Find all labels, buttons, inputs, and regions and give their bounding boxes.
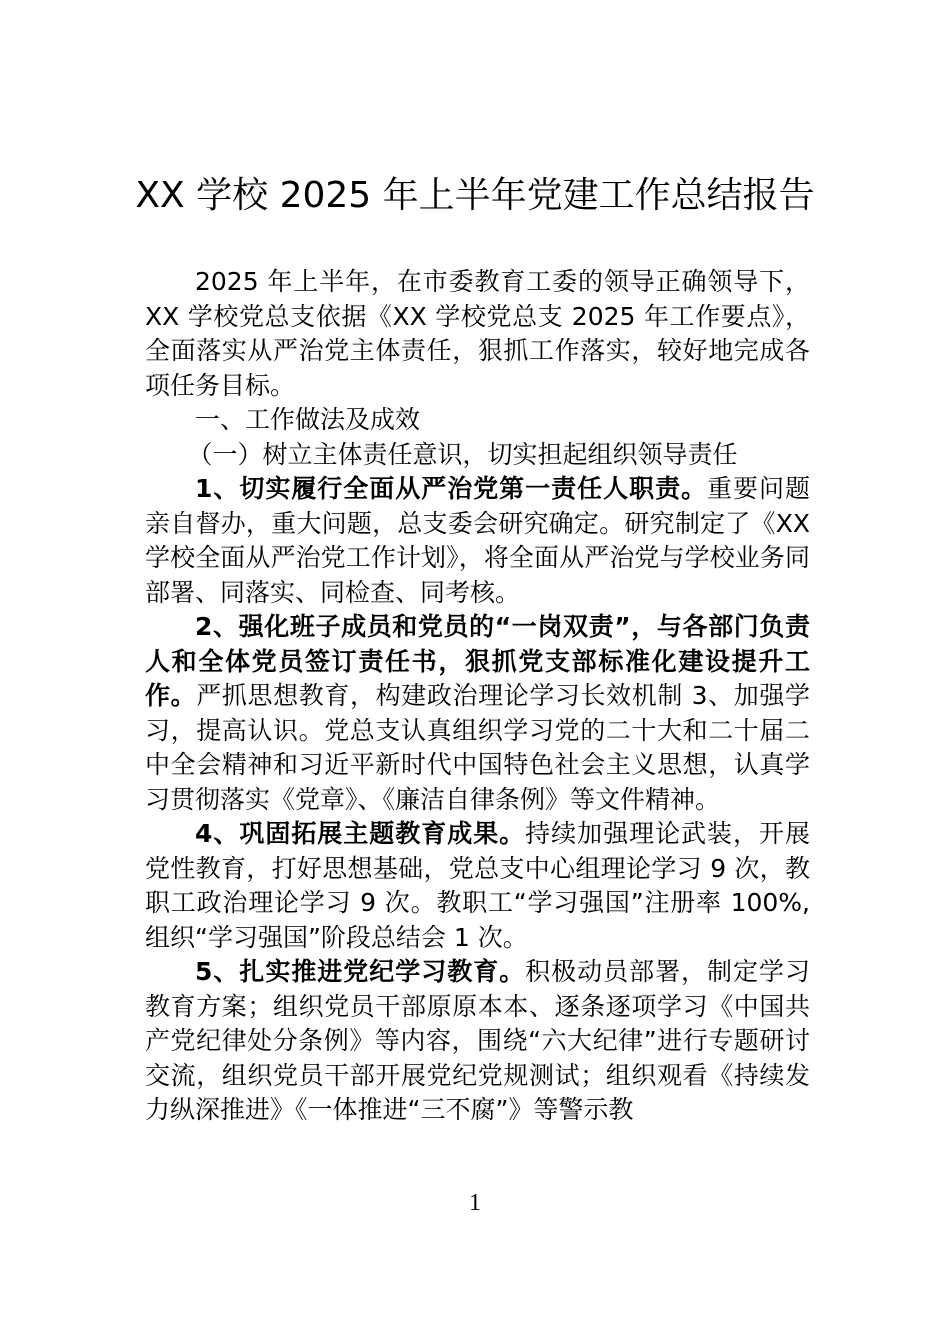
item-2-text: 严抓思想教育，构建政治理论学习长效机制 3、加强学习，提高认识。党总支认真组织学习党的二十大和二十届二中全会精神和习近平新时代中国特色社会主义思想，认真学习贯彻落实《党章》、《廉洁自律条例》等文件精神。 bbox=[145, 681, 810, 814]
item-1-text: 重要问题亲自督办，重大问题，总支委会研究确定。研究制定了《XX 学校全面从严治党工作计划》，将全面从严治党与学校业务同部署、同落实、同检查、同考核。 bbox=[145, 474, 810, 607]
item-1-paragraph bbox=[145, 472, 810, 610]
intro-paragraph bbox=[145, 265, 810, 403]
subsection-heading bbox=[145, 438, 810, 473]
section-heading bbox=[145, 403, 810, 438]
document-body bbox=[145, 265, 810, 1128]
item-5-heading: 5、扎实推进党纪学习教育。 bbox=[195, 957, 526, 986]
item-4-paragraph bbox=[145, 817, 810, 955]
item-4-heading: 4、巩固拓展主题教育成果。 bbox=[195, 819, 526, 848]
page-number: 1 bbox=[469, 1190, 481, 1216]
intro-text: 2025 年上半年，在市委教育工委的领导正确领导下，XX 学校党总支依据《XX 学校党总支 2025 年工作要点》，全面落实从严治党主体责任，狠抓工作落实，较好地完成各项任务目标。 bbox=[145, 267, 810, 400]
subsection-heading-text: （一）树立主体责任意识，切实担起组织领导责任 bbox=[187, 439, 738, 469]
item-5-text: 积极动员部署，制定学习教育方案；组织党员干部原原本本、逐条逐项学习《中国共产党纪律处分条例》等内容，围绕“六大纪律”进行专题研讨交流，组织党员干部开展党纪党规测试；组织观看《持续发力纵深推进》《一体推进“三不腐”》等警示教 bbox=[145, 957, 810, 1124]
document-title: XX 学校 2025 年上半年党建工作总结报告 bbox=[135, 175, 815, 216]
item-5-paragraph bbox=[145, 955, 810, 1128]
item-4-text: 持续加强理论武装，开展党性教育，打好思想基础，党总支中心组理论学习 9 次，教职工政治理论学习 9 次。教职工“学习强国”注册率 100%,组织“学习强国”阶段总结会 1 次。 bbox=[145, 819, 810, 952]
item-1-heading: 1、切实履行全面从严治党第一责任人职责。 bbox=[195, 474, 708, 503]
item-2-heading: 2、强化班子成员和党员的“一岗双责”，与各部门负责人和全体党员签订责任书，狠抓党支部标准化建设提升工作。 bbox=[145, 612, 810, 710]
section-heading-text: 一、工作做法及成效 bbox=[195, 405, 421, 434]
item-2-paragraph bbox=[145, 610, 810, 817]
